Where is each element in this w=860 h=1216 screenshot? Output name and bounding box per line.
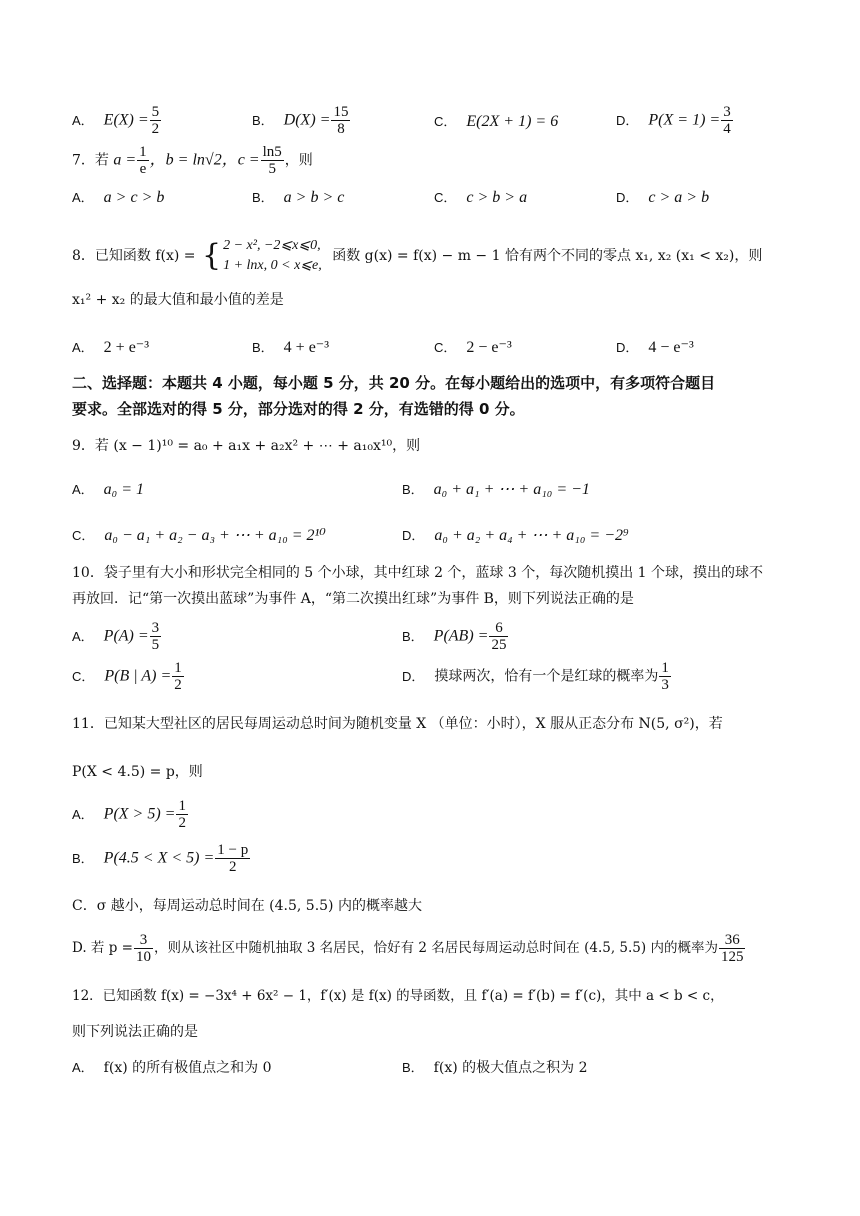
option-label: A． xyxy=(72,1060,94,1075)
q7-option-d xyxy=(616,188,709,208)
numerator: 1 xyxy=(661,660,669,676)
q8-stem xyxy=(72,236,762,276)
q12-option-b xyxy=(402,1058,587,1078)
numerator: 1 xyxy=(178,798,186,814)
fraction xyxy=(215,842,250,875)
q11-option-b xyxy=(72,842,251,875)
numerator: 15 xyxy=(333,104,349,120)
piecewise-cases xyxy=(223,236,322,276)
option-label: C． xyxy=(434,190,457,205)
q9-stem: 9．若 (x − 1)¹⁰ = a₀ + a₁x + a₂x² + ⋯ + a₁₀x¹⁰，则 xyxy=(72,438,421,454)
option-label: B． xyxy=(252,190,274,205)
q7-stem xyxy=(72,144,313,177)
denominator: 125 xyxy=(720,949,744,965)
q8-middle: 函数 g(x) = f(x) − m − 1 恰有两个不同的零点 x₁, x₂ (x₁ < x₂)，则 xyxy=(332,248,763,264)
q11-line2: P(X < 4.5) = p，则 xyxy=(72,764,203,780)
option-text: a > b > c xyxy=(283,189,345,206)
brace-icon: { xyxy=(202,238,222,273)
option-label: D． xyxy=(402,668,425,684)
numerator: 3 xyxy=(151,620,160,636)
option-label: D． xyxy=(616,112,639,128)
denominator: 5 xyxy=(268,161,276,177)
option-text: 摸球两次，恰有一个是红球的概率为 xyxy=(434,668,659,685)
q8-option-a xyxy=(72,338,149,358)
numerator: 1 xyxy=(139,144,147,160)
option-text: 4 + e⁻³ xyxy=(283,339,330,356)
option-text: c > b > a xyxy=(466,189,528,206)
fraction xyxy=(331,104,350,137)
fraction xyxy=(719,932,746,965)
option-label: D． xyxy=(402,528,425,543)
option-text: ，则从该社区中随机抽取 3 名居民，恰好有 2 名居民每周运动总时间在 (4.5, 5.5) 内的概率为 xyxy=(153,940,718,956)
fraction xyxy=(150,620,162,653)
case-2: 1 + lnx, 0 < x⩽e, xyxy=(223,258,322,273)
q7-option-c xyxy=(434,188,527,208)
denominator: 25 xyxy=(491,637,507,653)
option-text: 4 − e⁻³ xyxy=(648,339,694,356)
fraction xyxy=(150,104,162,137)
q9-option-c xyxy=(72,526,326,546)
option-text: a₀ + a₁ + ⋯ + a₁₀ = −1 xyxy=(433,481,590,498)
expr: E(2X + 1) = 6 xyxy=(466,113,559,130)
denominator: 2 xyxy=(174,677,182,693)
q10-stem xyxy=(72,560,792,612)
numerator: 1 xyxy=(174,660,182,676)
denominator: 3 xyxy=(661,677,669,693)
q6-option-c xyxy=(434,112,558,132)
q9-option-a xyxy=(72,480,144,500)
expr: P(A) = xyxy=(103,627,149,645)
option-text: f(x) 的所有极值点之和为 0 xyxy=(103,1060,272,1076)
q9-option-b xyxy=(402,480,590,500)
fraction xyxy=(261,144,284,177)
numerator: 3 xyxy=(723,104,731,120)
option-label: A． xyxy=(72,628,94,644)
option-label: B． xyxy=(72,850,94,866)
fraction xyxy=(659,660,671,693)
q8-prefix: 8．已知函数 f(x) = xyxy=(72,248,196,264)
expr: P(4.5 < X < 5) = xyxy=(103,849,215,867)
q10-option-c xyxy=(72,660,185,693)
option-text: a > c > b xyxy=(103,189,165,206)
q12-option-a xyxy=(72,1058,271,1078)
option-label: C． xyxy=(72,528,95,543)
option-label: D． xyxy=(616,190,639,205)
option-text: c > a > b xyxy=(648,189,710,206)
q6-option-b xyxy=(252,104,351,137)
expr: P(B | A) = xyxy=(104,667,172,685)
denominator: 5 xyxy=(151,637,160,653)
option-text: f(x) 的极大值点之积为 2 xyxy=(433,1060,588,1076)
q9-option-d xyxy=(402,526,629,546)
option-text: a₀ + a₂ + a₄ + ⋯ + a₁₀ = −2⁹ xyxy=(434,527,629,544)
option-text: 2 + e⁻³ xyxy=(103,339,150,356)
fraction xyxy=(176,798,188,831)
option-label: C． xyxy=(434,340,457,355)
q12-line2: 则下列说法正确的是 xyxy=(72,1024,198,1040)
denominator: 2 xyxy=(229,859,237,875)
q8-line2: x₁² + x₂ 的最大值和最小值的差是 xyxy=(72,292,284,308)
section-heading xyxy=(72,370,792,422)
option-text: a₀ = 1 xyxy=(103,481,145,498)
q7-prefix: 7．若 xyxy=(72,152,109,169)
q6-option-a xyxy=(72,104,162,137)
q6-option-d xyxy=(616,104,734,137)
expr: P(AB) = xyxy=(433,627,489,645)
expr: P(X > 5) = xyxy=(103,805,176,823)
fraction xyxy=(134,932,153,965)
denominator: 10 xyxy=(135,949,151,965)
fraction xyxy=(172,660,184,693)
option-label: B． xyxy=(252,112,274,128)
expr: D. 若 p = xyxy=(72,940,133,956)
numerator: 3 xyxy=(134,932,153,949)
option-label: C． xyxy=(72,668,95,684)
q8-option-b xyxy=(252,338,329,358)
q7-suffix: ，则 xyxy=(284,152,313,169)
q11-option-a xyxy=(72,798,189,831)
option-label: B． xyxy=(402,1060,424,1075)
section-heading-line2: 要求。全部选对的得 5 分，部分选对的得 2 分，有选错的得 0 分。 xyxy=(72,400,525,418)
q10-line2: 再放回．记“第一次摸出蓝球”为事件 A，“第二次摸出红球”为事件 B，则下列说法正确的是 xyxy=(72,591,634,607)
numerator: 1 − p xyxy=(217,842,249,858)
option-label: B． xyxy=(402,482,424,497)
fraction xyxy=(721,104,733,137)
numerator: 36 xyxy=(719,932,746,949)
expr: a = xyxy=(113,151,137,169)
q11-option-c: C．σ 越小，每周运动总时间在 (4.5, 5.5) 内的概率越大 xyxy=(72,898,422,914)
q12-line1: 12．已知函数 f(x) = −3x⁴ + 6x² − 1，f′(x) 是 f(x) 的导函数，且 f′(a) = f′(b) = f′(c)，其中 a < b < c， xyxy=(72,988,724,1004)
expr: D(X) = xyxy=(283,111,331,129)
expr: ，c = xyxy=(221,151,260,169)
q7-option-a xyxy=(72,188,164,208)
numerator: 6 xyxy=(489,620,508,637)
option-label: A． xyxy=(72,340,94,355)
case-1: 2 − x², −2⩽x⩽0, xyxy=(223,238,321,253)
option-label: D． xyxy=(616,340,639,355)
denominator: e xyxy=(139,161,147,177)
q7-option-b xyxy=(252,188,344,208)
expr: E(X) = xyxy=(103,111,149,129)
q11-line1: 11．已知某大型社区的居民每周运动总时间为随机变量 X （单位：小时），X 服从正态分布 N(5, σ²)，若 xyxy=(72,716,723,732)
denominator: 2 xyxy=(178,815,186,831)
expr: ，b = ln√2 xyxy=(149,151,222,169)
denominator: 4 xyxy=(723,121,731,137)
fraction xyxy=(489,620,508,653)
option-label: B． xyxy=(252,340,274,355)
q10-option-d xyxy=(402,660,672,693)
numerator: ln5 xyxy=(262,144,282,160)
q8-option-c xyxy=(434,338,512,358)
section-heading-line1: 二、选择题：本题共 4 小题，每小题 5 分，共 20 分。在每小题给出的选项中，有多项符合题目 xyxy=(72,374,716,392)
fraction xyxy=(137,144,149,177)
option-label: A． xyxy=(72,112,94,128)
q8-option-d xyxy=(616,338,694,358)
q10-option-a xyxy=(72,620,162,653)
expr: P(X = 1) = xyxy=(648,111,721,129)
option-label: A． xyxy=(72,190,94,205)
denominator: 2 xyxy=(151,121,160,137)
q11-option-d xyxy=(72,932,746,965)
option-text: 2 − e⁻³ xyxy=(466,339,512,356)
option-label: C． xyxy=(434,114,457,129)
option-label: B． xyxy=(402,628,424,644)
q10-option-b xyxy=(402,620,509,653)
numerator: 5 xyxy=(151,104,160,120)
option-label: A． xyxy=(72,482,94,497)
denominator: 8 xyxy=(337,121,345,137)
q10-line1: 10．袋子里有大小和形状完全相同的 5 个小球，其中红球 2 个，蓝球 3 个，每次随机摸出 1 个球，摸出的球不 xyxy=(72,565,764,581)
option-text: a₀ − a₁ + a₂ − a₃ + ⋯ + a₁₀ = 2¹⁰ xyxy=(104,527,326,544)
option-label: A． xyxy=(72,806,94,822)
